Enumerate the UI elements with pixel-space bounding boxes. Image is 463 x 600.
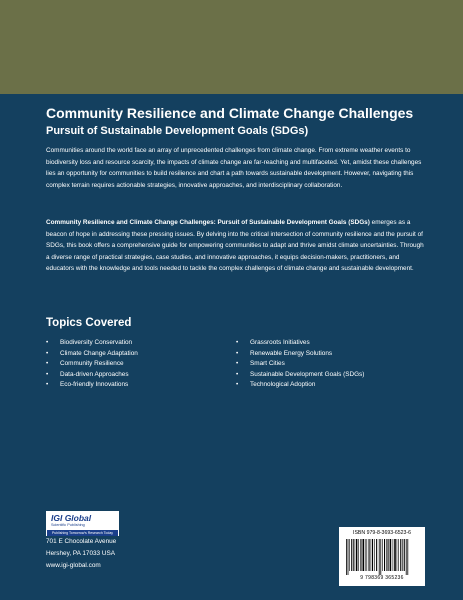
topic-label: Technological Adoption xyxy=(250,381,316,389)
book-title: Community Resilience and Climate Change Challenges xyxy=(46,105,414,121)
publisher-website: www.igi-global.com xyxy=(46,562,101,569)
description-paragraph-2 xyxy=(46,217,424,275)
bullet-icon: • xyxy=(236,339,239,346)
topic-label: Renewable Energy Solutions xyxy=(250,349,333,357)
book-subtitle: Pursuit of Sustainable Development Goals (SDGs) xyxy=(46,125,309,137)
topic-item xyxy=(236,370,364,381)
topic-label: Sustainable Development Goals (SDGs) xyxy=(250,370,365,378)
bullet-icon: • xyxy=(46,339,49,346)
logo-subtitle: Scientific Publishing xyxy=(51,523,85,527)
topic-label: Grassroots Initiatives xyxy=(250,339,310,346)
description-bold-title: Community Resilience and Climate Change Challenges: Pursuit of Sustainable Development Goals (SDGs) xyxy=(46,219,370,226)
topic-item xyxy=(236,338,364,349)
isbn-label: ISBN 979-8-3693-6523-6 xyxy=(353,530,411,536)
description-paragraph-2-text: emerges as a beacon of hope in addressing these pressing issues. By delving into the critical intersection of community resilience and the pursuit of SDGs, this book offers a comprehensive guide for empowering communities to adapt and thrive amidst climate uncertainties. Through a diverse range of practical strategies, case studies, and innovative approaches, it equips decision-makers, practitioners, and educators with the knowledge and tools needed to tackle the complex challenges of climate change and sustainable development. xyxy=(46,219,424,272)
bullet-icon: • xyxy=(236,360,239,368)
bullet-icon: • xyxy=(46,370,49,378)
bullet-icon: • xyxy=(46,381,49,389)
topic-item xyxy=(236,359,364,370)
topics-list-right xyxy=(236,338,364,391)
logo-tagline: Publishing Tomorrow's Research Today xyxy=(47,530,118,536)
topic-label: Eco-friendly Innovations xyxy=(60,381,129,389)
bullet-icon: • xyxy=(236,349,239,357)
bullet-icon: • xyxy=(236,381,239,389)
topic-item xyxy=(46,380,138,391)
topics-list-left xyxy=(46,338,138,391)
publisher-city: Hershey, PA 17033 USA xyxy=(46,550,116,557)
barcode-icon xyxy=(345,539,419,575)
description-paragraph-1: Communities around the world face an array of unprecedented challenges from climate change. From extreme weather events to biodiversity loss and resource scarcity, the impacts of climate change are far-reaching and multifaceted. Yet, amidst these challenges lies an opportunity for communities to build resilience and chart a path towards sustainable development. However, navigating this complex terrain requires actionable strategies, innovative approaches, and interdisciplinary collaboration. xyxy=(46,147,422,189)
topic-item xyxy=(46,370,138,381)
bullet-icon: • xyxy=(46,349,49,357)
topic-item xyxy=(236,349,364,360)
logo-name: IGI Global xyxy=(51,513,92,523)
publisher-logo xyxy=(46,511,119,536)
barcode-number: 9 798369 365236 xyxy=(360,575,404,581)
topic-label: Climate Change Adaptation xyxy=(60,349,138,357)
topic-label: Smart Cities xyxy=(250,360,285,368)
topic-item xyxy=(46,349,138,360)
topic-item xyxy=(46,338,138,349)
bullet-icon: • xyxy=(236,370,239,378)
isbn-barcode xyxy=(339,527,425,586)
topic-label: Biodiversity Conservation xyxy=(60,339,133,346)
bullet-icon: • xyxy=(46,360,49,368)
top-color-band xyxy=(0,0,463,94)
topics-heading: Topics Covered xyxy=(46,317,132,329)
publisher-street: 701 E Chocolate Avenue xyxy=(46,538,117,545)
topic-label: Community Resilience xyxy=(60,360,124,368)
topic-item xyxy=(46,359,138,370)
topic-label: Data-driven Approaches xyxy=(60,370,129,378)
topic-item xyxy=(236,380,364,391)
